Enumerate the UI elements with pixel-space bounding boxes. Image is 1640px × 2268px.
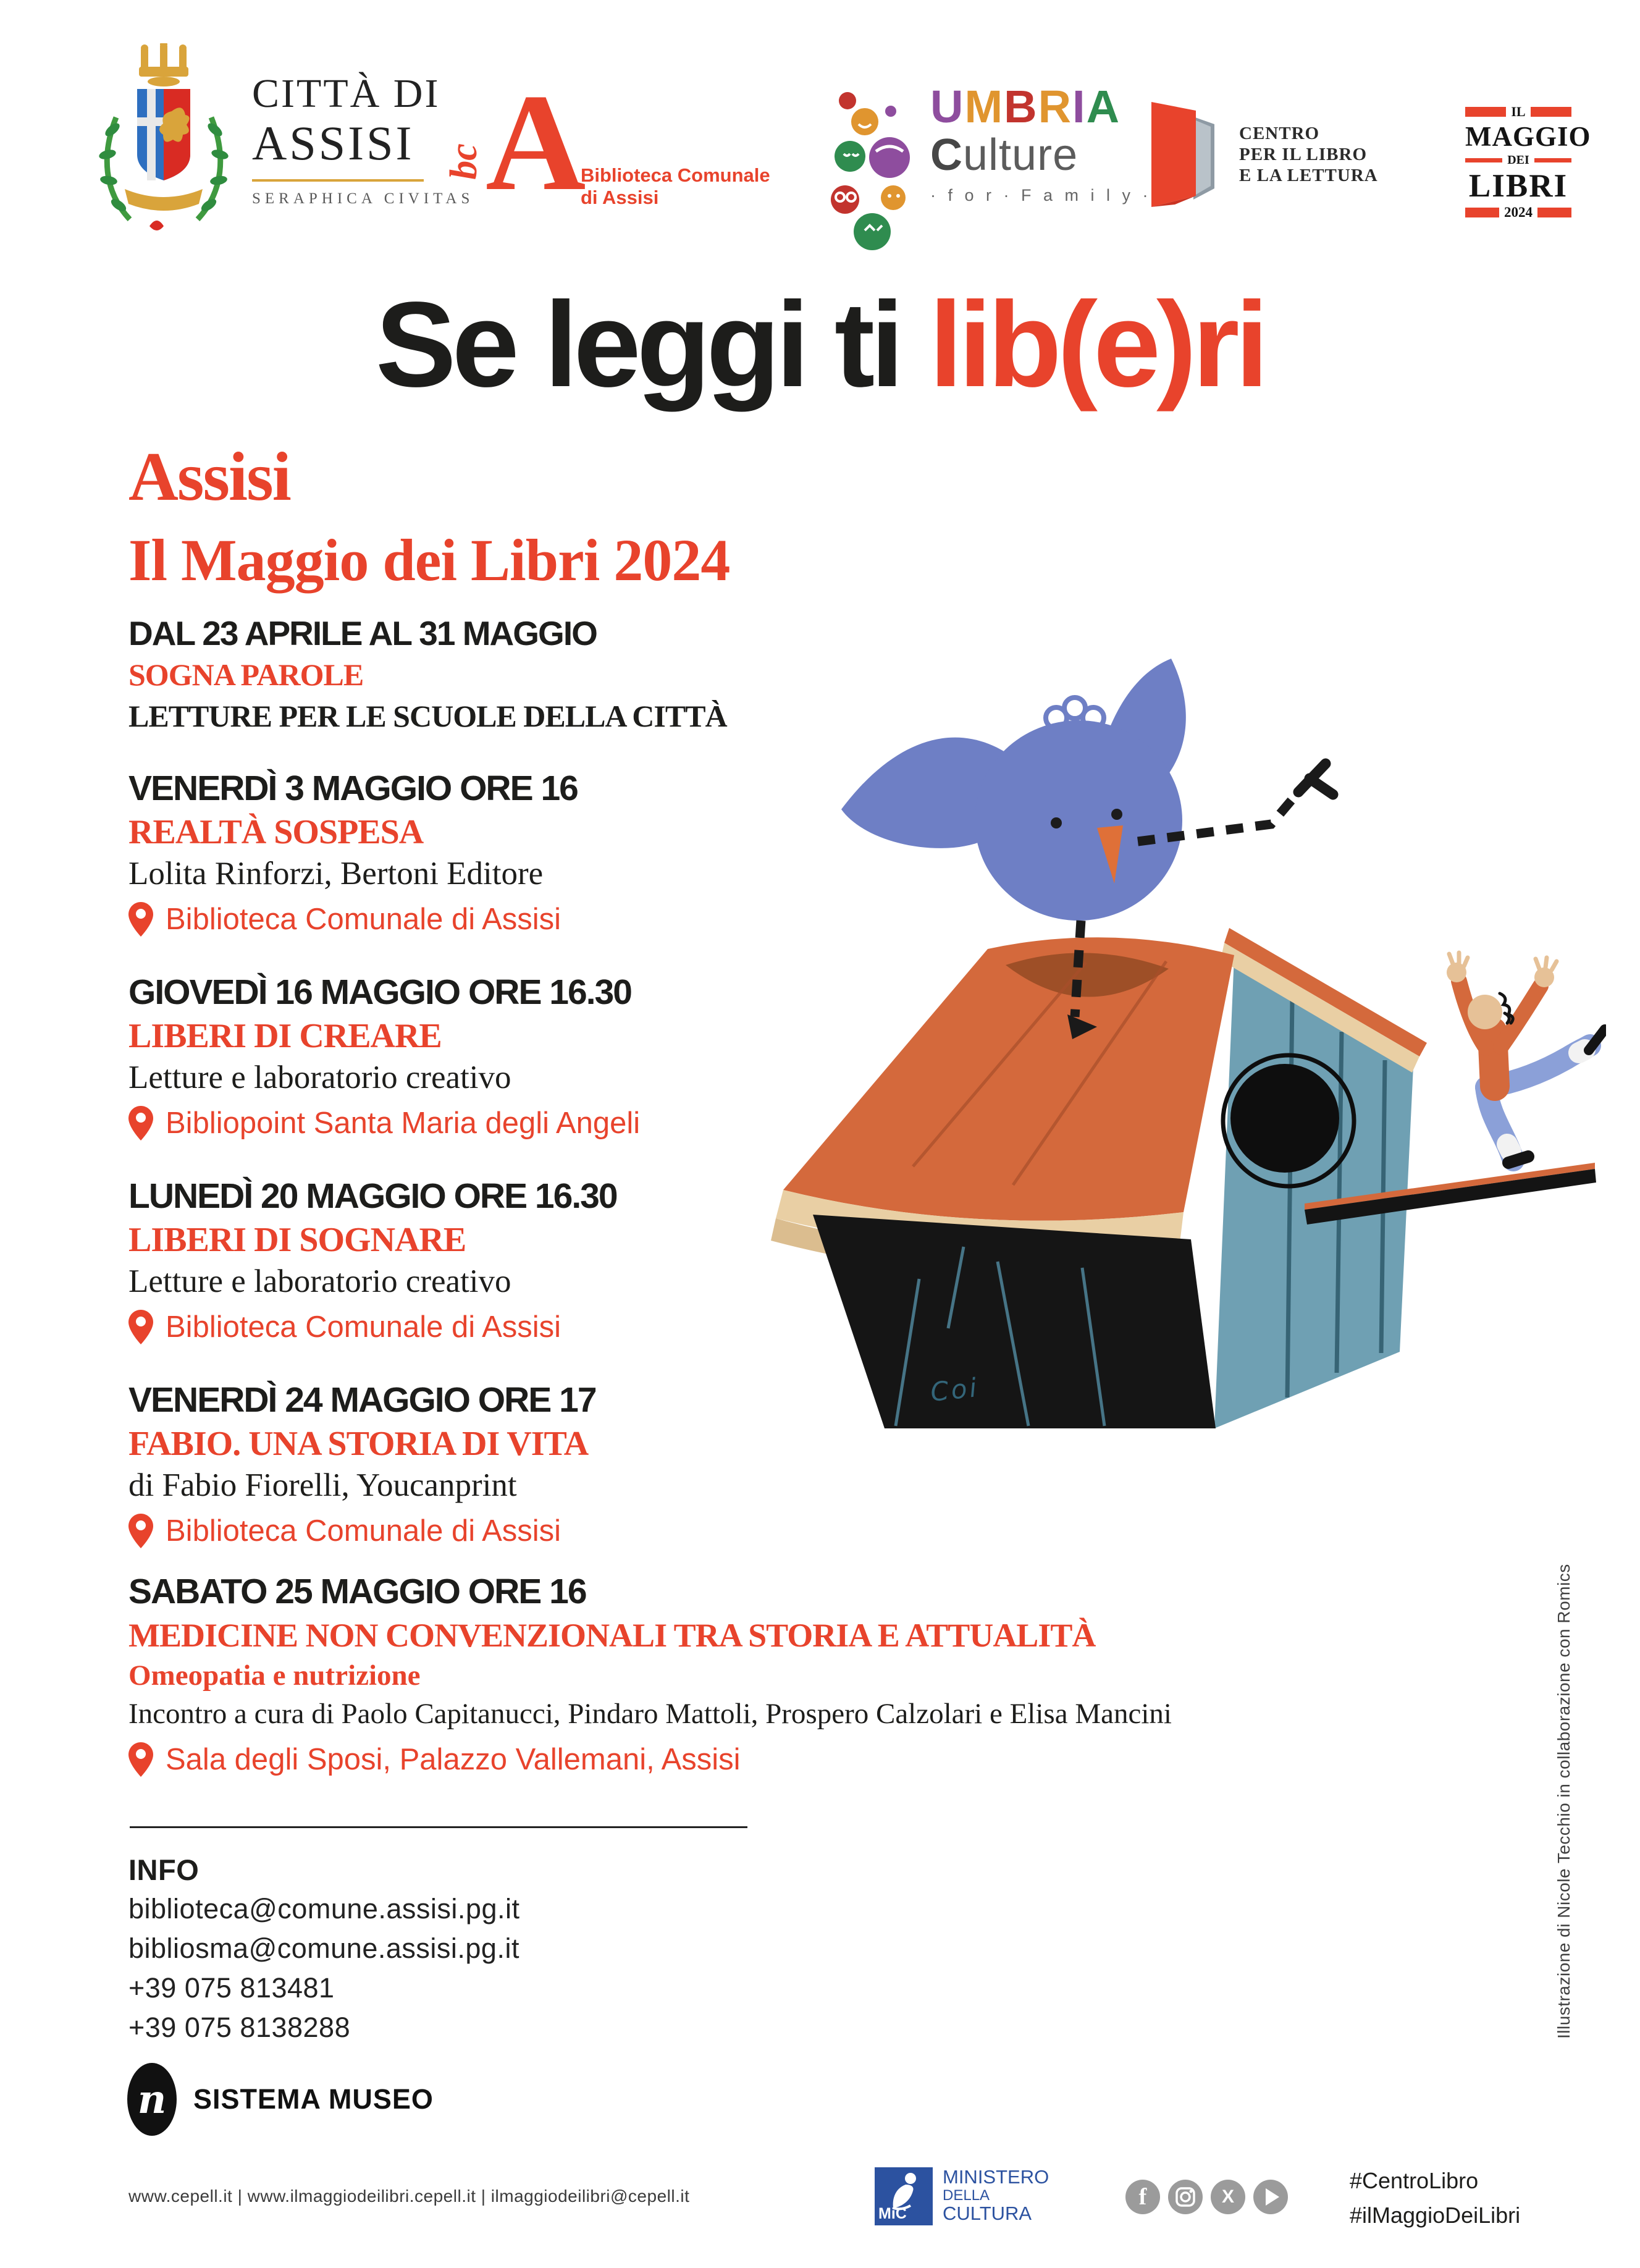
header-logos — [0, 0, 1640, 266]
centro-line1: CENTRO — [1239, 124, 1320, 143]
event-date: GIOVEDÌ 16 MAGGIO ORE 16.30 — [128, 972, 631, 1012]
intro-date: DAL 23 APRILE AL 31 MAGGIO — [128, 614, 597, 652]
poster-title-red: lib(e)ri — [929, 277, 1265, 412]
bca-a-letter: A — [486, 65, 586, 219]
event-location-text: Bibliopoint Santa Maria degli Angeli — [166, 1107, 641, 1140]
event-location-text: Biblioteca Comunale di Assisi — [166, 1310, 561, 1344]
maggio-word: MAGGIO — [1465, 121, 1591, 152]
hashtag-ilmaggiodeilibri: #ilMaggioDeiLibri — [1350, 2203, 1521, 2228]
instagram-icon — [1168, 2180, 1203, 2214]
assisi-crest-icon — [93, 43, 235, 235]
event-location — [128, 901, 578, 937]
hashtags — [1350, 2164, 1520, 2233]
event-desc: Letture e laboratorio creativo — [128, 1060, 511, 1095]
event-block-5 — [128, 1571, 1172, 1777]
logo-sistema-museo — [127, 2062, 434, 2136]
event-title: FABIO. UNA STORIA DI VITA — [128, 1425, 589, 1463]
maggio-libri: LIBRI — [1468, 168, 1568, 204]
birdhouse-gable — [1214, 928, 1427, 1428]
umbria-family-text: · f o r · F a m i l y · — [930, 186, 1152, 204]
red-book-icon — [1150, 102, 1224, 207]
sistema-museo-label: SISTEMA MUSEO — [193, 2083, 434, 2115]
footer-links: www.cepell.it | www.ilmaggiodeilibri.cepell.it | ilmaggiodeilibri@cepell.it — [128, 2186, 690, 2206]
birdhouse-front — [813, 1215, 1216, 1428]
intro-title: SOGNA PAROLE — [128, 657, 364, 692]
divider-line — [130, 1826, 747, 1828]
assisi-logo-rule — [252, 179, 424, 182]
person — [1447, 953, 1605, 1163]
intro-block — [128, 613, 727, 735]
maggio-dei: DEI — [1507, 153, 1529, 167]
location-pin-icon — [128, 902, 153, 937]
event-desc: Letture e laboratorio creativo — [128, 1263, 511, 1299]
event-location — [128, 1309, 617, 1345]
maggio-il: IL — [1511, 104, 1526, 119]
youtube-icon — [1253, 2180, 1288, 2214]
mic-icon — [875, 2167, 933, 2225]
event-title: LIBERI DI SOGNARE — [128, 1221, 466, 1259]
info-email-2: bibliosma@comune.assisi.pg.it — [128, 1933, 519, 1964]
maggio-year: 2024 — [1504, 204, 1533, 220]
logo-umbria-culture — [829, 83, 1152, 250]
edition-heading: Il Maggio dei Libri 2024 — [128, 527, 730, 593]
birdhouse-illustration — [704, 624, 1606, 1526]
illustrator-signature: Coi — [928, 1372, 981, 1407]
event-desc: Incontro a cura di Paolo Capitanucci, Pindaro Mattoli, Prospero Calzolari e Elisa Mancini — [128, 1698, 1172, 1730]
ministero-line1: MINISTERO — [943, 2166, 1049, 2188]
centro-line3: E LA LETTURA — [1239, 166, 1378, 185]
ministero-line3: CULTURA — [943, 2203, 1032, 2224]
sistema-museo-icon — [127, 2062, 177, 2136]
event-location — [128, 1513, 596, 1549]
event-location-text: Sala degli Sposi, Palazzo Vallemani, Assisi — [166, 1743, 741, 1776]
assisi-logo-subtitle: SERAPHICA CIVITAS — [252, 190, 474, 207]
poster-title — [0, 277, 1640, 413]
assisi-logo-line1: CITTÀ DI — [252, 71, 440, 116]
bca-bc-text: bc — [442, 143, 485, 180]
location-pin-icon — [128, 1742, 153, 1777]
event-location — [128, 1105, 640, 1141]
event-block-4 — [128, 1380, 596, 1549]
info-phone-2: +39 075 8138288 — [128, 2012, 351, 2043]
bca-label-line2: di Assisi — [581, 187, 659, 208]
intro-desc: LETTURE PER LE SCUOLE DELLA CITTÀ — [128, 699, 727, 733]
event-title: LIBERI DI CREARE — [128, 1017, 442, 1055]
location-pin-icon — [128, 1106, 153, 1140]
info-phone-1: +39 075 813481 — [128, 1972, 335, 2004]
entrance-hole — [1230, 1064, 1339, 1173]
info-email-1: biblioteca@comune.assisi.pg.it — [128, 1893, 520, 1924]
event-date: VENERDÌ 24 MAGGIO ORE 17 — [128, 1380, 596, 1420]
social-icons — [1125, 2180, 1288, 2214]
poster-title-black: Se leggi ti — [375, 277, 930, 412]
logo-centro-libro — [1150, 102, 1378, 207]
facebook-icon: f — [1125, 2180, 1160, 2214]
mic-wordmark: MiC — [878, 2205, 907, 2222]
event-date: LUNEDÌ 20 MAGGIO ORE 16.30 — [128, 1176, 617, 1216]
event-block-3 — [128, 1176, 617, 1345]
event-title: REALTÀ SOSPESA — [128, 813, 424, 851]
city-heading: Assisi — [128, 439, 290, 515]
x-icon: X — [1211, 2180, 1245, 2214]
umbria-wordmark: UMBRIA — [930, 81, 1121, 132]
logo-ministero-cultura — [875, 2167, 1049, 2225]
event-location — [128, 1742, 1172, 1777]
umbria-faces-icon — [829, 83, 922, 250]
event-location-text: Biblioteca Comunale di Assisi — [166, 1514, 561, 1548]
event-block-1 — [128, 768, 578, 937]
bca-label-line1: Biblioteca Comunale — [581, 164, 770, 186]
event-subtitle: Omeopatia e nutrizione — [128, 1659, 421, 1692]
logo-citta-di-assisi — [93, 43, 474, 235]
logo-biblioteca-comunale — [442, 65, 771, 240]
location-pin-icon — [128, 1514, 153, 1548]
event-block-2 — [128, 972, 640, 1141]
event-location-text: Biblioteca Comunale di Assisi — [166, 903, 561, 936]
centro-line2: PER IL LIBRO — [1239, 145, 1367, 164]
svg-text:n: n — [137, 2076, 167, 2123]
event-date: SABATO 25 MAGGIO ORE 16 — [128, 1572, 586, 1611]
logo-maggio-dei-libri — [1465, 104, 1591, 221]
event-desc: di Fabio Fiorelli, Youcanprint — [128, 1467, 517, 1503]
event-desc: Lolita Rinforzi, Bertoni Editore — [128, 856, 544, 892]
event-title: MEDICINE NON CONVENZIONALI TRA STORIA E ATTUALITÀ — [128, 1617, 1096, 1654]
hashtag-centrolibro: #CentroLibro — [1350, 2168, 1479, 2193]
info-block — [128, 1851, 520, 2047]
illustration-credit: Illustrazione di Nicole Tecchio in collaborazione con Romics — [1554, 1564, 1573, 2039]
info-label: INFO — [128, 1853, 200, 1886]
umbria-culture-text: Culture — [930, 130, 1079, 180]
event-date: VENERDÌ 3 MAGGIO ORE 16 — [128, 769, 578, 808]
assisi-logo-line2: ASSISI — [252, 116, 414, 170]
location-pin-icon — [128, 1310, 153, 1344]
ministero-line2: DELLA — [943, 2187, 990, 2204]
